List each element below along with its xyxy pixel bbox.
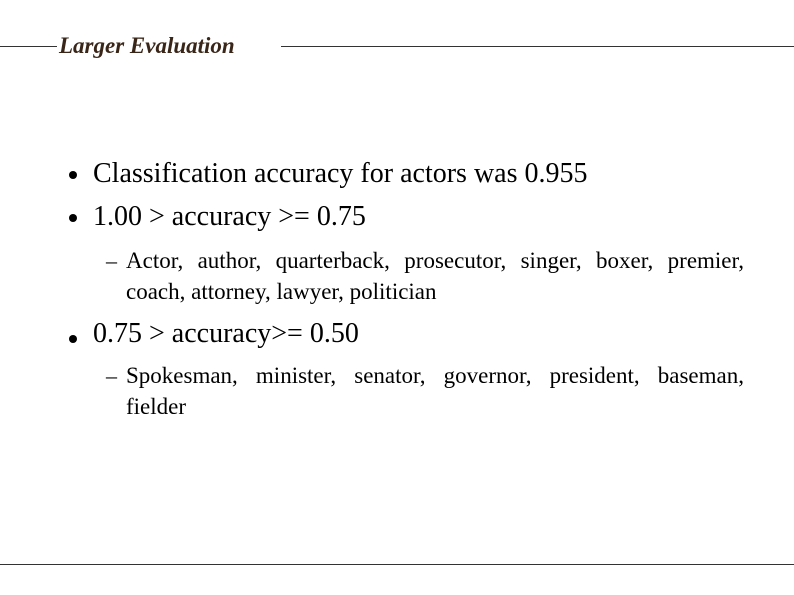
bullet-icon: [69, 335, 77, 343]
sub-list-item: Actor, author, quarterback, prosecutor, singer, boxer, premier, coach, attorney, lawyer, politician: [126, 248, 744, 304]
sub-list-item: Spokesman, minister, senator, governor, president, baseman, fielder: [126, 363, 744, 419]
list-item: 0.75 > accuracy>= 0.50: [93, 318, 359, 349]
bullet-icon: [69, 214, 77, 222]
title-rule-right: [281, 46, 794, 47]
bottom-rule: [0, 564, 794, 565]
title-rule-left: [0, 46, 57, 47]
dash-marker: –: [106, 248, 117, 273]
slide-title: Larger Evaluation: [59, 33, 235, 58]
dash-marker: –: [106, 363, 117, 388]
list-item: Classification accuracy for actors was 0.955: [93, 158, 588, 189]
list-item: 1.00 > accuracy >= 0.75: [93, 201, 366, 232]
bullet-icon: [69, 171, 77, 179]
